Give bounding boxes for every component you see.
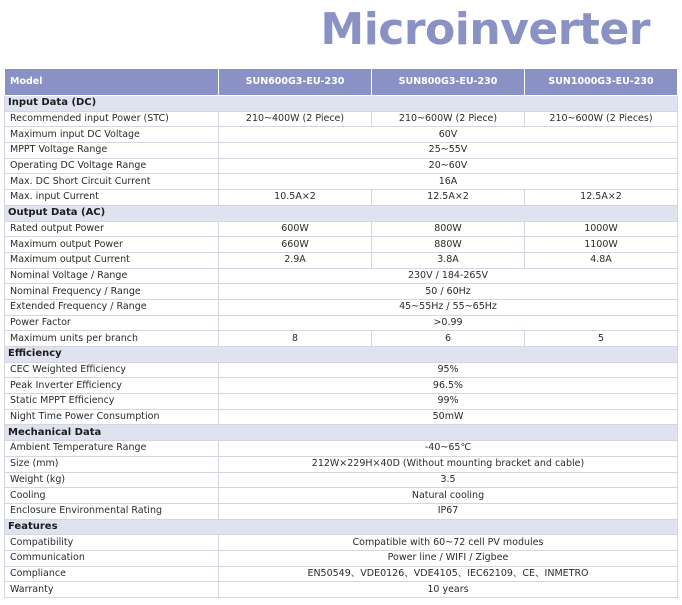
table-row: [5, 268, 678, 284]
row-label: Communication: [5, 550, 219, 566]
row-label: Max. DC Short Circuit Current: [5, 174, 219, 190]
section-header-row: [5, 519, 678, 535]
row-value: 210~400W (2 Piece): [219, 111, 372, 127]
row-value: 95%: [219, 362, 678, 378]
model-column-header: SUN600G3-EU-230: [219, 69, 372, 96]
row-value: Compatible with 60~72 cell PV modules: [219, 535, 678, 551]
row-value: -40~65℃: [219, 441, 678, 457]
row-value: 20~60V: [219, 158, 678, 174]
row-value: 12.5A×2: [525, 190, 678, 206]
row-label: Size (mm): [5, 456, 219, 472]
row-label: Power Factor: [5, 315, 219, 331]
row-label: Warranty: [5, 582, 219, 598]
row-value: 12.5A×2: [372, 190, 525, 206]
section-header-row: [5, 205, 678, 221]
row-label: Rated output Power: [5, 221, 219, 237]
row-value: 16A: [219, 174, 678, 190]
table-row: [5, 299, 678, 315]
table-row: [5, 378, 678, 394]
table-row: [5, 127, 678, 143]
row-value: 25~55V: [219, 143, 678, 159]
row-value: 45~55Hz / 55~65Hz: [219, 299, 678, 315]
row-value: 600W: [219, 221, 372, 237]
spec-table: [4, 68, 678, 598]
row-value: 210~600W (2 Pieces): [525, 111, 678, 127]
section-title: Efficiency: [5, 347, 678, 363]
table-header-row: [5, 69, 678, 96]
page-title: Microinverter: [320, 4, 650, 55]
row-label: CEC Weighted Efficiency: [5, 362, 219, 378]
row-label: MPPT Voltage Range: [5, 143, 219, 159]
table-row: [5, 456, 678, 472]
row-label: Recommended input Power (STC): [5, 111, 219, 127]
row-value: 50mW: [219, 409, 678, 425]
row-value: 96.5%: [219, 378, 678, 394]
table-row: [5, 441, 678, 457]
row-value: EN50549、VDE0126、VDE4105、IEC62109、CE、INMETRO: [219, 566, 678, 582]
row-label: Compliance: [5, 566, 219, 582]
table-row: [5, 143, 678, 159]
section-header-row: [5, 96, 678, 112]
table-row: [5, 394, 678, 410]
table-row: [5, 503, 678, 519]
row-value: 5: [525, 331, 678, 347]
row-label: Night Time Power Consumption: [5, 409, 219, 425]
row-label: Nominal Voltage / Range: [5, 268, 219, 284]
row-label: Maximum units per branch: [5, 331, 219, 347]
row-value: 60V: [219, 127, 678, 143]
spec-table-body: [5, 96, 678, 598]
table-row: [5, 174, 678, 190]
table-row: [5, 550, 678, 566]
row-value: 4.8A: [525, 252, 678, 268]
row-value: IP67: [219, 503, 678, 519]
row-value: 50 / 60Hz: [219, 284, 678, 300]
model-column-header: SUN1000G3-EU-230: [525, 69, 678, 96]
row-value: 8: [219, 331, 372, 347]
table-row: [5, 472, 678, 488]
section-title: Input Data (DC): [5, 96, 678, 112]
section-title: Output Data (AC): [5, 205, 678, 221]
table-row: [5, 111, 678, 127]
table-row: [5, 252, 678, 268]
row-value: 10 years: [219, 582, 678, 598]
table-row: [5, 535, 678, 551]
row-value: 230V / 184-265V: [219, 268, 678, 284]
row-value: 2.9A: [219, 252, 372, 268]
table-row: [5, 331, 678, 347]
row-label: Operating DC Voltage Range: [5, 158, 219, 174]
row-value: 212W×229H×40D (Without mounting bracket and cable): [219, 456, 678, 472]
row-label: Enclosure Environmental Rating: [5, 503, 219, 519]
row-value: 6: [372, 331, 525, 347]
table-row: [5, 582, 678, 598]
model-header: Model: [5, 69, 219, 96]
table-row: [5, 409, 678, 425]
row-label: Maximum output Power: [5, 237, 219, 253]
row-label: Peak Inverter Efficiency: [5, 378, 219, 394]
row-value: Power line / WIFI / Zigbee: [219, 550, 678, 566]
row-value: Natural cooling: [219, 488, 678, 504]
row-value: 99%: [219, 394, 678, 410]
table-row: [5, 284, 678, 300]
table-row: [5, 237, 678, 253]
row-value: 3.5: [219, 472, 678, 488]
row-value: 1000W: [525, 221, 678, 237]
row-label: Max. input Current: [5, 190, 219, 206]
table-row: [5, 566, 678, 582]
row-label: Static MPPT Efficiency: [5, 394, 219, 410]
section-header-row: [5, 425, 678, 441]
row-label: Weight (kg): [5, 472, 219, 488]
model-column-header: SUN800G3-EU-230: [372, 69, 525, 96]
section-header-row: [5, 347, 678, 363]
row-label: Extended Frequency / Range: [5, 299, 219, 315]
table-row: [5, 362, 678, 378]
section-title: Features: [5, 519, 678, 535]
section-title: Mechanical Data: [5, 425, 678, 441]
row-value: 800W: [372, 221, 525, 237]
table-row: [5, 221, 678, 237]
row-value: >0.99: [219, 315, 678, 331]
row-label: Cooling: [5, 488, 219, 504]
row-label: Compatibility: [5, 535, 219, 551]
row-label: Ambient Temperature Range: [5, 441, 219, 457]
row-value: 3.8A: [372, 252, 525, 268]
table-row: [5, 488, 678, 504]
table-row: [5, 158, 678, 174]
table-row: [5, 315, 678, 331]
row-label: Maximum input DC Voltage: [5, 127, 219, 143]
row-value: 10.5A×2: [219, 190, 372, 206]
table-row: [5, 190, 678, 206]
row-value: 660W: [219, 237, 372, 253]
row-value: 1100W: [525, 237, 678, 253]
row-value: 210~600W (2 Piece): [372, 111, 525, 127]
row-label: Maximum output Current: [5, 252, 219, 268]
row-label: Nominal Frequency / Range: [5, 284, 219, 300]
row-value: 880W: [372, 237, 525, 253]
